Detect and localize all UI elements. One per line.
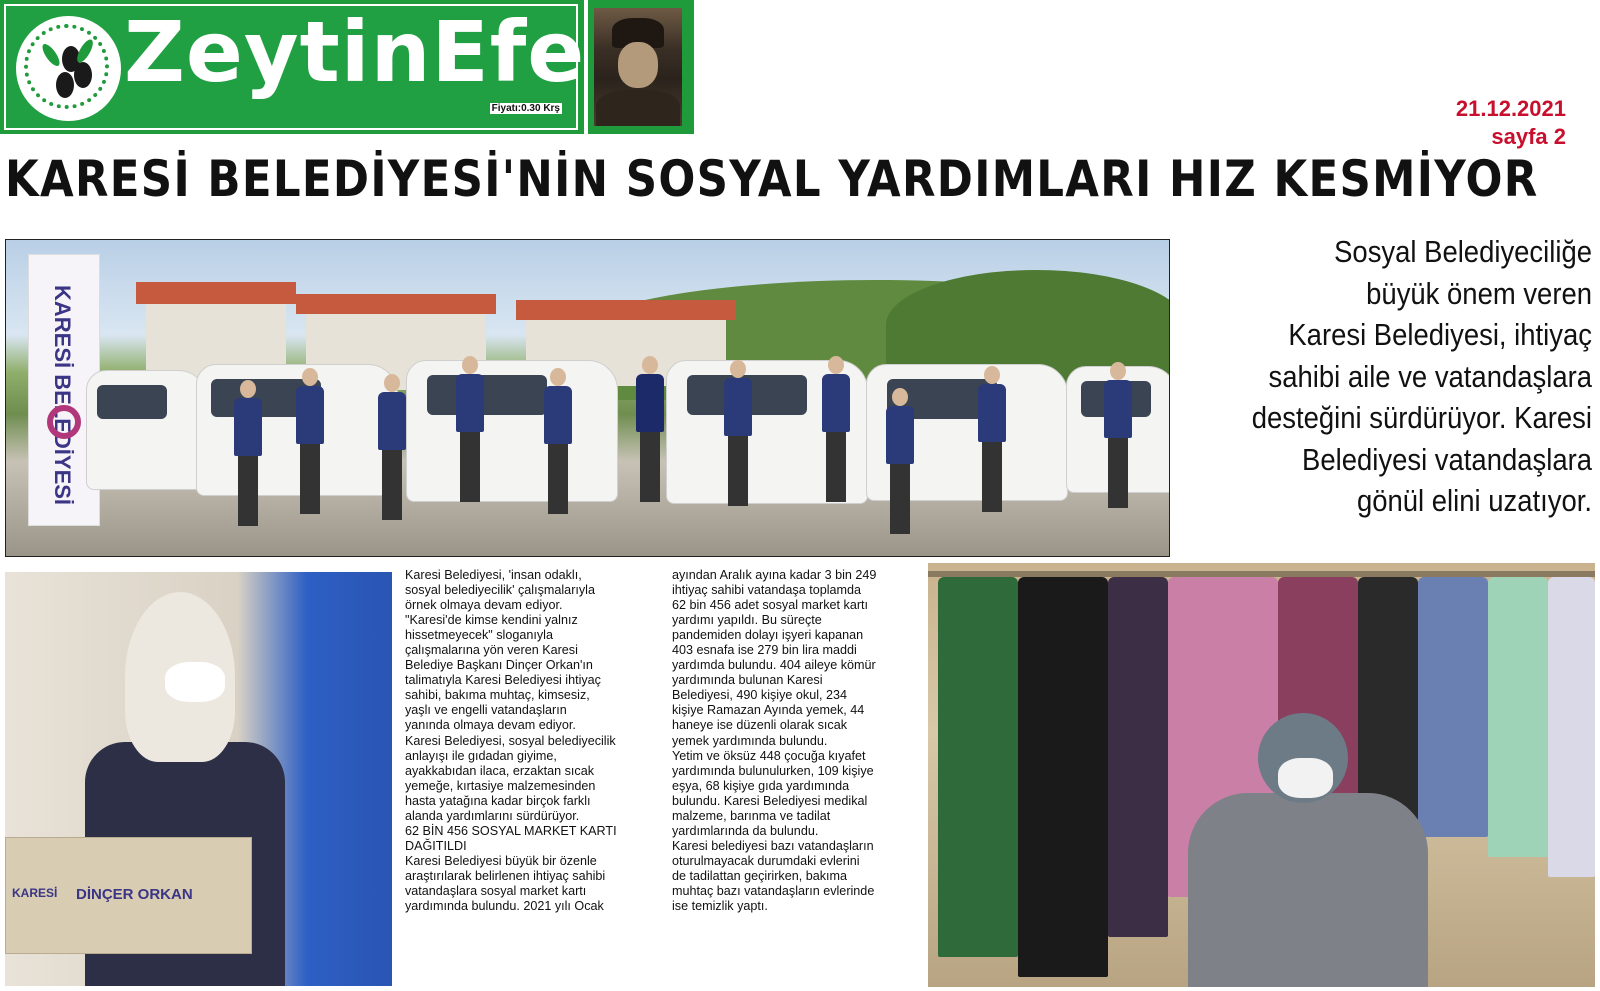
article-column-1 [405,568,663,914]
house-roof [296,294,496,314]
article-line: yardımında bulunulurken, 109 kişiye [672,763,874,778]
portrait-frame [588,0,694,134]
issue-date: 21.12.2021 [1455,96,1566,121]
article-line: yaşlı ve engelli vatandaşların [405,703,567,718]
van-window [427,375,547,415]
group-photo [5,239,1170,557]
article-line: haneye ise düzenli olarak sıcak [672,718,848,733]
face-mask [1278,758,1333,798]
box-logo: KARESİ [12,886,58,900]
shopper [1158,713,1458,987]
article-line: Belediyesi, 490 kişiye okul, 234 [672,688,848,703]
article-line: sahibi, bakıma muhtaç, kimsesiz, [405,688,590,703]
garment [1548,577,1595,877]
garment [938,577,1018,957]
aid-box [5,837,252,954]
article-line: ayından Aralık ayına kadar 3 bin 249 [672,568,877,582]
banner-text: KARESİ BELEDİYESİ [50,285,75,506]
article-line: pandemiden dolayı işyeri kapanan [672,628,864,643]
garment [1018,577,1108,977]
olive-icon [56,72,74,98]
article-line: yardımı yapıldı. Bu süreçte [672,613,822,628]
olive-icon [74,62,92,88]
article-line: anlayışı ile gıdadan giyime, [405,748,557,763]
article-line: yardımda bulundu. 404 aileye kömür [672,658,876,673]
masthead [0,0,584,134]
lead-line: gönül elini uzatıyor. [1356,484,1592,518]
article-line: Belediye Başkanı Dinçer Orkan'ın [405,658,593,673]
lead-line: desteğini sürdürüyor. Karesi [1251,401,1592,435]
lead-line: Belediyesi vatandaşlara [1302,442,1592,477]
olive-wreath-icon [16,16,121,121]
article-line: de tadilattan geçirirken, bakıma [672,868,848,883]
article-line: alanda yardımlarını sürdürüyor. [405,808,580,823]
newspaper-logo[interactable]: ZeytinEfe [124,3,586,101]
article-line: örnek olmaya devam ediyor. [405,598,563,613]
article-line: muhtaç bazı vatandaşların evlerinde [672,883,875,898]
van-window [97,385,167,419]
article-line: eşya, 68 kişiye gıda yardımında [672,778,850,793]
van [86,370,208,490]
portrait-body [596,90,680,126]
article-line: hasta yatağına kadar birçok farklı [405,793,591,808]
price-label: Fiyatı:0.30 Krş [491,103,560,114]
article-line: çalışmalarına yön veren Karesi [405,643,578,658]
article-line: 62 bin 456 adet sosyal market kartı [672,598,869,613]
article-headline: KARESİ BELEDİYESİ'NİN SOSYAL YARDIMLARI HIZ KESMİYOR [5,150,1539,208]
article-line: sosyal belediyecilik' çalışmalarıyla [405,583,595,598]
article-line: bulundu. Karesi Belediyesi medikal [672,793,868,808]
article-line: 403 esnafa ise 279 bin lira maddi [672,643,857,658]
article-line: Yetim ve öksüz 448 çocuğa kıyafet [672,748,866,763]
masthead-panel [4,3,586,130]
article-lead [1221,232,1592,523]
article-line: yardımlarında da bulundu. [672,823,819,838]
lead-line: büyük önem veren [1366,276,1592,311]
article-line: yardımında bulundu. 2021 yılı Ocak [405,899,604,914]
lead-line: sahibi aile ve vatandaşlara [1268,359,1592,394]
ataturk-portrait [594,8,682,126]
article-line: DAĞITILDI [405,838,467,853]
face-mask [165,662,225,702]
article-line: yemek yardımında bulundu. [672,733,828,748]
article-line: Karesi Belediyesi, 'insan odaklı, [405,568,582,582]
article-line: ayakkabıdan ilaca, erzaktan sıcak [405,763,595,778]
lead-line: Karesi Belediyesi, ihtiyaç [1288,318,1592,352]
article-line: yardımında bulunan Karesi [672,673,823,688]
garment [1488,577,1548,857]
article-line: vatandaşlara sosyal market kartı [405,883,587,898]
house-roof [516,300,736,320]
house-roof [136,282,296,304]
article-line: oturulmayacak durumdaki evlerini [672,853,860,868]
article-line: "Karesi'de kimse kendini yalnız [405,613,578,628]
article-line: Karesi belediyesi bazı vatandaşların [672,838,874,853]
article-line: 62 BİN 456 SOSYAL MARKET KARTI [405,823,617,838]
box-text: DİNÇER ORKAN [76,886,193,903]
article-line: yemeğe, kırtasiye malzemesinden [405,778,596,793]
article-line: kişiye Ramazan Ayında yemek, 44 [672,703,865,718]
article-line: Karesi Belediyesi, sosyal belediyecilik [405,733,616,748]
clothing-store-photo [928,563,1595,987]
article-line: hissetmeyecek" sloganıyla [405,628,553,643]
article-line: talimatıyla Karesi Belediyesi ihtiyaç [405,673,601,688]
article-line: araştırılarak belirlenen ihtiyaç sahibi [405,868,606,883]
article-column-2 [672,568,924,914]
article-line: ise temizlik yaptı. [672,899,768,914]
karesi-flower-icon [47,405,81,439]
door-delivery-photo [5,572,392,986]
van [406,360,618,502]
sweater [1188,793,1428,987]
page-number: sayfa 2 [1491,124,1566,149]
article-line: yanında olmaya devam ediyor. [405,718,576,733]
portrait-face [618,42,658,88]
lead-line: Sosyal Belediyeciliğe [1334,235,1592,269]
article-line: ihtiyaç sahibi vatandaşa toplamda [672,583,862,598]
article-line: malzeme, barınma ve tadilat [672,808,831,823]
article-line: Karesi Belediyesi büyük bir özenle [405,853,597,868]
